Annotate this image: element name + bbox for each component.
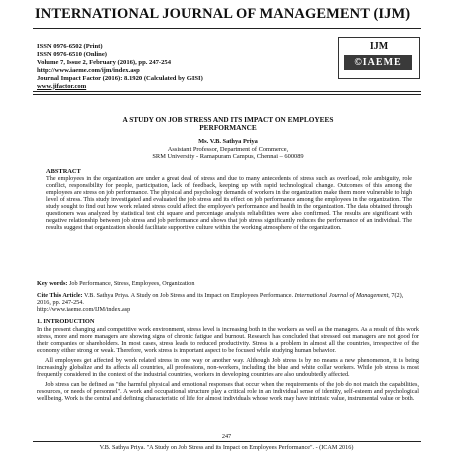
article-title-line2: PERFORMANCE — [199, 123, 257, 133]
divider-thin — [33, 94, 421, 95]
cite-url[interactable]: http://www.iaeme.com/IJM/index.asp — [37, 306, 131, 314]
footer-citation: V.B. Sathya Priya. "A Study on Job Stress and its Impact on Employees Performance". - (ICAM 2016) — [99, 444, 354, 451]
page-number: 247 — [221, 433, 232, 440]
paragraph: In the present changing and competitive work environment, stress level is increasing both in the workers as well as the managers. As a result of this work stress, more and more managers are showing signs of chronic fatigue and burnout. Research has concluded that stressed out managers are not good for their companies or shareholders. In most cases, stress leads to reduced productivity. Stress is a problem in almost all the countries, irrespective of the economy either strong or weak. Therefore, work stress is important aspect to be focused while studying human behavior. — [37, 326, 419, 355]
section-body — [37, 326, 419, 405]
abstract-heading: ABSTRACT — [46, 168, 81, 175]
author-affiliation-2: SRM University - Ramapuram Campus, Chennai – 600089 — [152, 153, 304, 161]
issn-online: ISSN 0976-6510 (Online) — [37, 50, 107, 58]
article-title-line1: A STUDY ON JOB STRESS AND ITS IMPACT ON EMPLOYEES — [122, 115, 334, 124]
author-block — [60, 138, 396, 161]
paragraph: Job stress can be defined as "the harmful physical and emotional responses that occur when the requirements of the job do not match the capabilities, resources, or needs of personnel". A work and occupational structure play a critical role in an individual sense of identity, self-esteem and psychological wellbeing. Work is the central and defining characteristic of life for almost individuals whose work may have intrinsic value, instrumental value or both. — [37, 381, 419, 403]
keywords-label: Key words: — [37, 280, 68, 287]
divider-thick — [33, 91, 421, 92]
citation-block — [37, 292, 417, 314]
article-title — [60, 116, 396, 133]
impact-factor: Journal Impact Factor (2016): 8.1920 (Calculated by GISI) — [37, 74, 203, 82]
logo-band-text: ©IAEME — [354, 57, 402, 68]
keywords-text: Job Performance, Stress, Employees, Organization — [67, 280, 195, 287]
author-affiliation-1: Assistant Professor, Department of Commerce, — [167, 145, 289, 153]
logo-band — [344, 55, 412, 70]
keywords — [37, 280, 417, 287]
cite-text-2: , 7(2), 2016, pp. 247-254. — [37, 292, 404, 307]
journal-logo — [338, 37, 420, 79]
jifactor-link[interactable]: www.jifactor.com — [37, 82, 87, 90]
volume-info: Volume 7, Issue 2, February (2016), pp. 247-254 — [37, 58, 172, 66]
journal-url[interactable]: http://www.iaeme.com/ijm/index.asp — [37, 66, 140, 74]
journal-meta — [37, 43, 317, 90]
cite-journal: International Journal of Management — [294, 292, 389, 299]
section-heading: 1. INTRODUCTION — [37, 318, 95, 325]
journal-title: INTERNATIONAL JOURNAL OF MANAGEMENT (IJM) — [35, 6, 411, 22]
paragraph: All employees get affected by work related stress in one way or another way. Although Job stress is by no means a new phenomenon, it is being increasingly globalize and its affects all countries, all professions, non-workers, including the blue and white collar workers. While job stress is most frequently considered in the context of the industrial countries, workers in developing countries are also undoubtedly affected. — [37, 357, 419, 379]
header-rule — [33, 28, 421, 29]
logo-label: IJM — [369, 41, 389, 52]
abstract-text: The employees in the organization are under a great deal of stress and due to many antecedents of stress such as overload, role ambiguity, role conflict, responsibility for people, participation, lack of feedback, keeping up with rapid technological change. Outcomes of this among the employees are stress on job performance. The physical and psychology demands of workers in the organization make them more vulnerable to high level of stress. This study investigated and evaluated the job stress and its effect on job performance among the employees in the organization. The study sought to find out how work related stress could affect the employee's performance and health in the organization. The data obtained through questioners was analyzed by statistical test chi square and percentage analysis reliabilities were also confirmed. The results are significant with negative relationship between job stress and job performance and shows that job stress significantly reduces the performance of an individual. The results suggest that organization should facilitate supportive culture within the working atmosphere of the organization. — [46, 175, 412, 232]
cite-text-1: V.B. Sathya Priya. A Study on Job Stress and its Impact on Employees Performance. — [82, 292, 295, 299]
footer-rule — [33, 441, 421, 442]
issn-print: ISSN 0976-6502 (Print) — [37, 43, 103, 50]
cite-label: Cite This Article: — [37, 292, 83, 299]
author-name: Ms. V.B. Sathya Priya — [198, 138, 258, 145]
